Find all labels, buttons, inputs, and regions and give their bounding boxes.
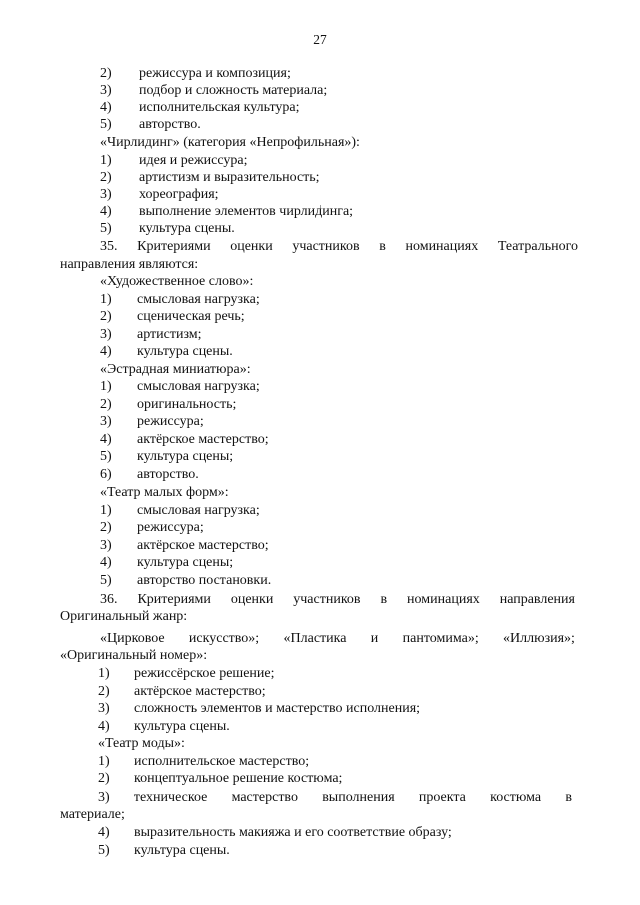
item-text: выполнение элементов чирлидинга; (139, 204, 354, 219)
item-number: 3) (98, 701, 110, 716)
paragraph-35-line1: 35. Критериями оценки участников в номинациях Театрального (100, 239, 578, 254)
item-text: культура сцены. (137, 344, 233, 359)
item-text: актёрское мастерство; (134, 684, 266, 699)
item-number: 2) (100, 397, 112, 412)
list-item-3-line1: 3) техническое мастерство выполнения проекта костюма в (98, 790, 572, 805)
item-text: концептуальное решение костюма; (134, 771, 343, 786)
item-text: смысловая нагрузка; (137, 379, 260, 394)
item-number: 2) (100, 66, 112, 81)
paragraph-35-line2: направления являются: (60, 257, 199, 272)
item-text: культура сцены. (134, 843, 230, 858)
section-heading: «Чирлидинг» (категория «Непрофильная»): (100, 135, 360, 150)
section-heading: «Театр малых форм»: (100, 485, 229, 500)
item-number: 2) (98, 684, 110, 699)
item-number: 5) (100, 449, 112, 464)
item-number: 3) (100, 83, 112, 98)
item-number: 1) (100, 379, 112, 394)
item-text: хореография; (139, 187, 219, 202)
item-number: 3) (100, 414, 112, 429)
item-text: авторство. (139, 117, 201, 132)
section-heading: «Эстрадная миниатюра»: (100, 362, 251, 377)
item-number: 4) (100, 204, 112, 219)
item-text: авторство постановки. (137, 573, 272, 588)
page-number: 27 (313, 32, 327, 47)
item-number: 2) (100, 170, 112, 185)
paragraph-36-line1: 36. Критериями оценки участников в номинациях направления (100, 592, 575, 607)
item-number: 6) (100, 467, 112, 482)
item-number: 2) (100, 309, 112, 324)
paragraph-36-line2: Оригинальный жанр: (60, 609, 188, 624)
section-heading: «Театр моды»: (98, 736, 185, 751)
item-text: подбор и сложность материала; (139, 83, 328, 98)
item-text: смысловая нагрузка; (137, 292, 260, 307)
item-text: сценическая речь; (137, 309, 245, 324)
item-number: 1) (98, 754, 110, 769)
item-number: 3) (100, 327, 112, 342)
item-number: 5) (100, 221, 112, 236)
item-text: режиссёрское решение; (134, 666, 275, 681)
item-text: культура сцены. (134, 719, 230, 734)
list-item-3-line2: материале; (60, 807, 125, 822)
item-text: культура сцены. (139, 221, 235, 236)
item-text: смысловая нагрузка; (137, 503, 260, 518)
item-text: артистизм; (137, 327, 202, 342)
item-text: авторство. (137, 467, 199, 482)
item-number: 4) (100, 555, 112, 570)
section-heading: «Художественное слово»: (100, 274, 254, 289)
item-number: 5) (100, 117, 112, 132)
item-number: 4) (100, 100, 112, 115)
item-text: сложность элементов и мастерство исполнения; (134, 701, 421, 716)
item-text: артистизм и выразительность; (139, 170, 320, 185)
item-number: 2) (100, 520, 112, 535)
item-text: актёрское мастерство; (137, 538, 269, 553)
section-heading-line1: «Цирковое искусство»; «Пластика и пантомима»; «Иллюзия»; (100, 631, 575, 646)
item-text: идея и режиссура; (139, 153, 248, 168)
item-number: 5) (98, 843, 110, 858)
item-text: режиссура; (137, 414, 204, 429)
item-number: 4) (100, 432, 112, 447)
item-text: актёрское мастерство; (137, 432, 269, 447)
item-number: 1) (98, 666, 110, 681)
item-text: оригинальность; (137, 397, 237, 412)
item-number: 1) (100, 292, 112, 307)
item-text: исполнительское мастерство; (134, 754, 310, 769)
item-text: культура сцены; (137, 449, 234, 464)
item-number: 2) (98, 771, 110, 786)
item-number: 3) (100, 538, 112, 553)
item-text: исполнительская культура; (139, 100, 300, 115)
section-heading-line2: «Оригинальный номер»: (60, 648, 208, 663)
item-text: культура сцены; (137, 555, 234, 570)
item-number: 4) (98, 825, 110, 840)
item-number: 5) (100, 573, 112, 588)
item-number: 4) (98, 719, 110, 734)
item-number: 1) (100, 503, 112, 518)
item-text: режиссура и композиция; (139, 66, 291, 81)
item-text: выразительность макияжа и его соответствие образу; (134, 825, 452, 840)
item-number: 1) (100, 153, 112, 168)
item-number: 3) (100, 187, 112, 202)
item-text: режиссура; (137, 520, 204, 535)
item-number: 4) (100, 344, 112, 359)
